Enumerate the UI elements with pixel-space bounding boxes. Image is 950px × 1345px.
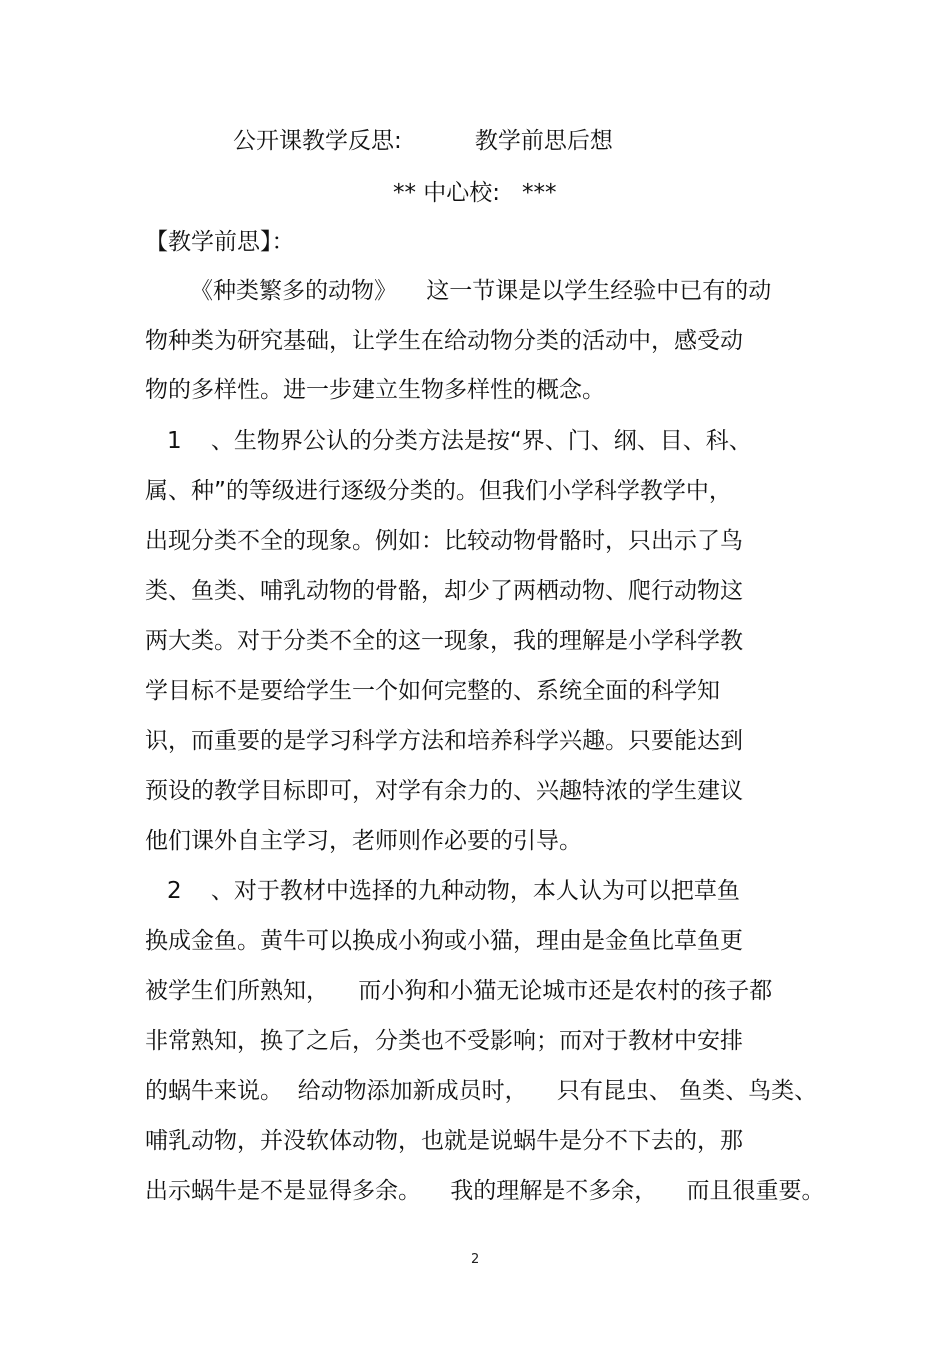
paragraph-line: 他们课外自主学习，老师则作必要的引导。 xyxy=(145,828,582,854)
paragraph-line: 出现分类不全的现象。例如：比较动物骨骼时，只出示了鸟 xyxy=(145,528,743,554)
paragraph-line: 哺乳动物，并没软体动物，也就是说蜗牛是分不下去的，那 xyxy=(145,1128,743,1154)
document-title: 公开课教学反思: 教学前思后想 xyxy=(233,128,613,154)
paragraph-line: 识，而重要的是学习科学方法和培养科学兴趣。只要能达到 xyxy=(145,728,743,754)
paragraph-line: 2 、对于教材中选择的九种动物，本人认为可以把草鱼 xyxy=(167,878,740,904)
section-heading: 【教学前思】： xyxy=(145,229,295,255)
paragraph-line: 预设的教学目标即可，对学有余力的、兴趣特浓的学生建议 xyxy=(145,778,743,804)
paragraph-line: 的蜗牛来说。 给动物添加新成员时， 只有昆虫、 鱼类、鸟类、 xyxy=(145,1078,818,1104)
page-number: 2 xyxy=(471,1252,480,1267)
paragraph-line: 换成金鱼。黄牛可以换成小狗或小猫，理由是金鱼比草鱼更 xyxy=(145,928,743,954)
paragraph-line: 学目标不是要给学生一个如何完整的、系统全面的科学知 xyxy=(145,678,720,704)
paragraph-line: 出示蜗牛是不是显得多余。 我的理解是不多余， 而且很重要。 xyxy=(145,1178,825,1204)
paragraph-line: 物的多样性。进一步建立生物多样性的概念。 xyxy=(145,377,605,403)
paragraph-line: 类、鱼类、哺乳动物的骨骼，却少了两栖动物、爬行动物这 xyxy=(145,578,743,604)
paragraph-line: 属、种”的等级进行逐级分类的。但我们小学科学教学中， xyxy=(145,478,732,504)
paragraph-line: 物种类为研究基础，让学生在给动物分类的活动中，感受动 xyxy=(145,328,743,354)
paragraph-line: 1 、生物界公认的分类方法是按“界、门、纲、目、科、 xyxy=(167,428,752,454)
paragraph-line: 两大类。对于分类不全的这一现象，我的理解是小学科学教 xyxy=(145,628,743,654)
paragraph-line: 《种类繁多的动物》 这一节课是以学生经验中已有的动 xyxy=(190,278,772,304)
author-line: ** 中心校: *** xyxy=(393,180,557,206)
paragraph-line: 被学生们所熟知， 而小狗和小猫无论城市还是农村的孩子都 xyxy=(145,978,773,1004)
paragraph-line: 非常熟知，换了之后，分类也不受影响；而对于教材中安排 xyxy=(145,1028,743,1054)
